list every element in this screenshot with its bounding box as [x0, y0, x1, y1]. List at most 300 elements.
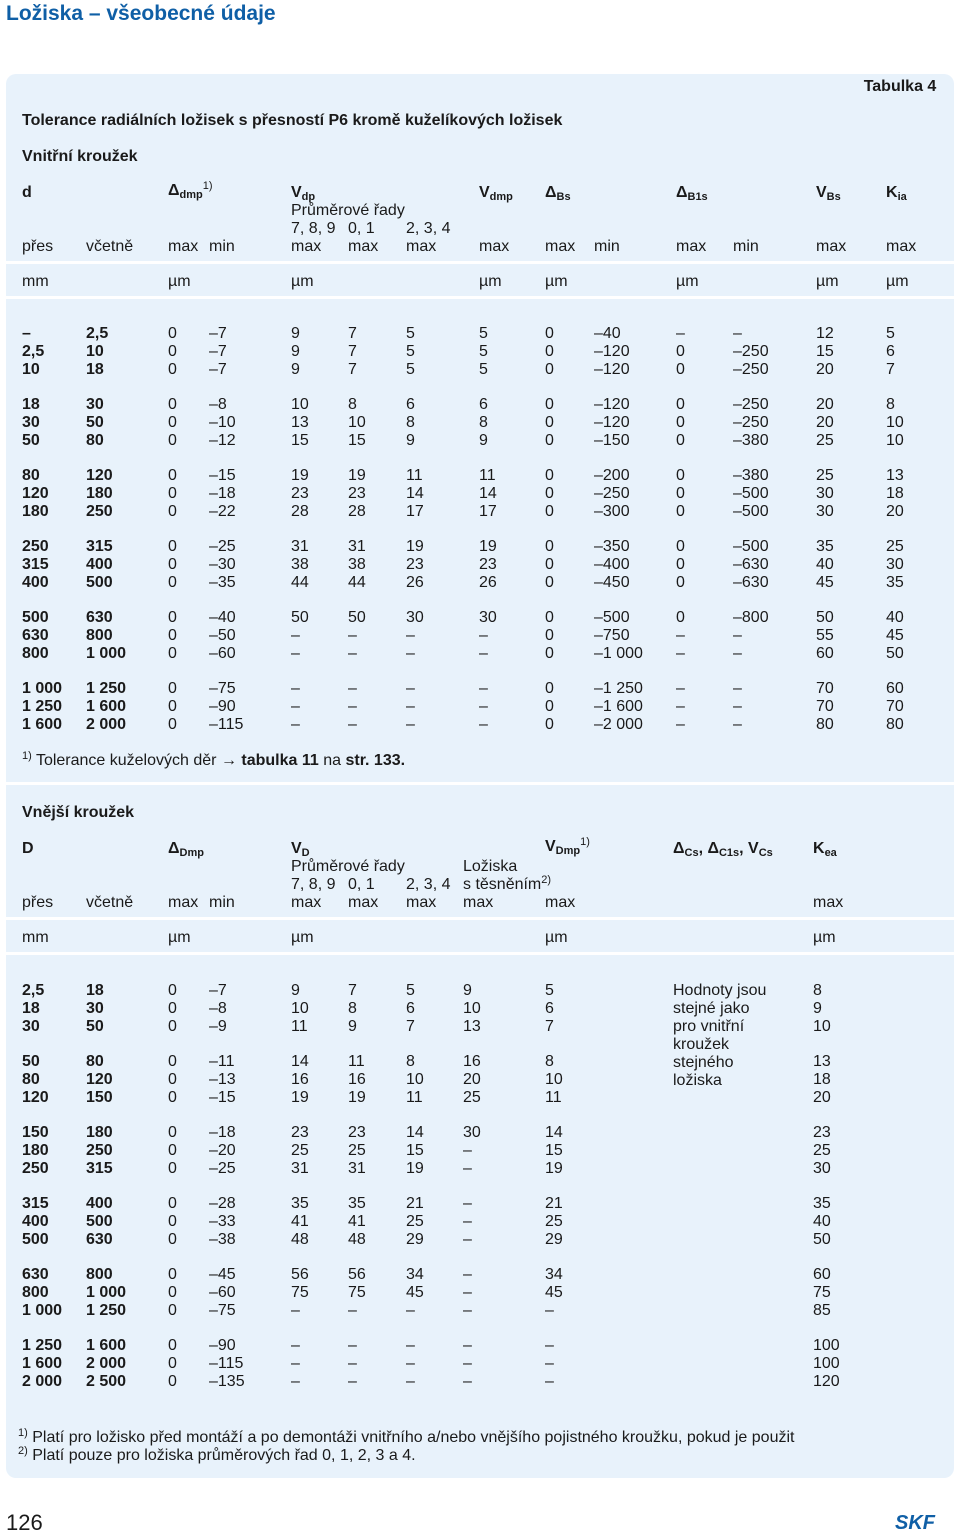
table-cell: – — [406, 645, 415, 662]
table-cell: 85 — [813, 1302, 831, 1319]
table-cell: 0 — [545, 680, 554, 697]
table-cell: 0 — [676, 609, 685, 626]
inner-unit-row — [6, 273, 954, 291]
table-cell: –250 — [733, 343, 769, 360]
outer-header-series-b: 0, 1 — [348, 876, 375, 893]
table-cell: 50 — [813, 1231, 831, 1248]
table-cell: 7 — [348, 343, 357, 360]
outer-header-delta-dmp — [168, 840, 204, 859]
table-cell: 0 — [676, 467, 685, 484]
table-cell: –7 — [209, 325, 227, 342]
table-cell: – — [733, 627, 742, 644]
table-row — [6, 432, 954, 450]
table-cell: 0 — [168, 680, 177, 697]
table-row — [6, 1195, 954, 1213]
outer-same-note-line: pro vnitřní — [673, 1018, 745, 1035]
table-cell: 8 — [406, 414, 415, 431]
table-cell: 80 — [86, 432, 104, 449]
table-cell: 10 — [813, 1018, 831, 1035]
table-cell: –25 — [209, 538, 236, 555]
table-cell: 6 — [406, 396, 415, 413]
table-cell: – — [348, 716, 357, 733]
inner-header-vdp-symbol: V — [291, 184, 302, 201]
table-cell: – — [348, 627, 357, 644]
table-cell: –2 000 — [594, 716, 643, 733]
table-cell: 315 — [22, 556, 49, 573]
table-row — [6, 1231, 954, 1249]
table-cell: 21 — [406, 1195, 424, 1212]
outer-header-kea — [813, 840, 837, 859]
table-row — [6, 414, 954, 432]
table-cell: –350 — [594, 538, 630, 555]
table-cell: 10 — [348, 414, 366, 431]
table-cell: 9 — [291, 361, 300, 378]
inner-subheader-cell: max — [479, 238, 510, 255]
table-cell: – — [676, 716, 685, 733]
table-cell: 0 — [545, 432, 554, 449]
table-cell: 40 — [816, 556, 834, 573]
table-cell: 9 — [463, 982, 472, 999]
table-cell: –380 — [733, 432, 769, 449]
table-cell: 1 600 — [86, 698, 127, 715]
arrow-right-icon: → — [220, 752, 237, 769]
outer-subheader-cell: min — [209, 894, 235, 911]
table-cell: – — [545, 1355, 554, 1372]
outer-same-note — [673, 982, 766, 1090]
table-cell: 23 — [291, 485, 309, 502]
table-row — [6, 1284, 954, 1302]
table-cell: – — [479, 627, 488, 644]
table-cell: 20 — [813, 1089, 831, 1106]
inner-header-vdmp — [479, 184, 513, 203]
table-cell: 8 — [348, 1000, 357, 1017]
divider — [6, 952, 954, 955]
table-cell: –90 — [209, 698, 236, 715]
table-cell: 500 — [22, 609, 49, 626]
table-cell: 23 — [813, 1124, 831, 1141]
table-cell: 6 — [406, 1000, 415, 1017]
table-cell: 0 — [168, 396, 177, 413]
table-cell: 35 — [813, 1195, 831, 1212]
table-cell: –7 — [209, 343, 227, 360]
table-cell: 11 — [348, 1053, 365, 1070]
outer-subheader-row — [6, 894, 954, 912]
outer-unit-cell: µm — [545, 929, 568, 946]
table-cell: –9 — [209, 1018, 227, 1035]
table-row — [6, 1213, 954, 1231]
table-cell: 31 — [348, 538, 366, 555]
table-cell: 0 — [545, 414, 554, 431]
outer-same-note-line: Hodnoty jsou — [673, 982, 767, 999]
inner-header-series-b: 0, 1 — [348, 220, 375, 237]
table-cell: –40 — [209, 609, 236, 626]
table-cell: –250 — [594, 485, 630, 502]
outer-subheader-cell: max — [406, 894, 437, 911]
table-cell: 56 — [348, 1266, 366, 1283]
table-cell: –115 — [209, 1355, 244, 1372]
table-cell: 0 — [545, 698, 554, 715]
table-cell: 500 — [22, 1231, 49, 1248]
table-cell: –630 — [733, 556, 769, 573]
table-cell: 20 — [816, 396, 834, 413]
table-cell: 80 — [22, 467, 40, 484]
outer-footnote-1 — [18, 1427, 794, 1447]
table-cell: –250 — [733, 361, 769, 378]
table-cell: 11 — [406, 1089, 423, 1106]
table-cell: 50 — [86, 414, 104, 431]
table-cell: –750 — [594, 627, 630, 644]
table-cell: 630 — [86, 609, 113, 626]
table-cell: –33 — [209, 1213, 236, 1230]
table-cell: 70 — [816, 698, 834, 715]
table-cell: – — [733, 325, 742, 342]
table-cell: 0 — [676, 556, 685, 573]
table-cell: 26 — [406, 574, 424, 591]
table-cell: 0 — [168, 1018, 177, 1035]
table-cell: 60 — [813, 1266, 831, 1283]
inner-footnote-page[interactable]: str. 133. — [345, 752, 406, 769]
table-cell: 20 — [816, 361, 834, 378]
outer-header-d: D — [22, 840, 34, 857]
table-cell: 8 — [813, 982, 822, 999]
outer-header-cs — [673, 840, 773, 859]
table-cell: 6 — [479, 396, 488, 413]
table-cell: 6 — [545, 1000, 554, 1017]
inner-subheader-row — [6, 238, 954, 256]
table-cell: 1 250 — [22, 1337, 63, 1354]
table-cell: 0 — [168, 1142, 177, 1159]
table-cell: – — [406, 627, 415, 644]
table-cell: 28 — [348, 503, 366, 520]
outer-unit-cell: µm — [291, 929, 314, 946]
table-cell: 500 — [86, 574, 113, 591]
inner-footnote-ref[interactable]: tabulka 11 — [241, 752, 319, 769]
table-cell: 0 — [676, 574, 685, 591]
table-row — [6, 1373, 954, 1391]
outer-header-cs-sep1: , Δ — [698, 840, 719, 857]
table-cell: 30 — [406, 609, 424, 626]
table-row — [6, 609, 954, 627]
table-cell: 800 — [86, 627, 113, 644]
page-number: 126 — [6, 1510, 43, 1535]
divider — [6, 296, 954, 299]
table-cell: – — [291, 627, 300, 644]
table-cell: 9 — [479, 432, 488, 449]
table-cell: – — [291, 698, 300, 715]
table-row — [6, 1089, 954, 1107]
table-cell: –1 250 — [594, 680, 643, 697]
inner-header-delta-b1s-symbol: Δ — [676, 184, 688, 201]
table-cell: 31 — [291, 538, 309, 555]
table-cell: 0 — [168, 485, 177, 502]
table-cell: 0 — [545, 556, 554, 573]
table-cell: 26 — [479, 574, 497, 591]
table-cell: –450 — [594, 574, 630, 591]
table-cell: –250 — [733, 414, 769, 431]
table-cell: –18 — [209, 485, 236, 502]
table-cell: – — [22, 325, 31, 342]
outer-section-title: Vnější kroužek — [22, 804, 135, 821]
table-cell: –20 — [209, 1142, 236, 1159]
table-cell: 1 250 — [86, 1302, 127, 1319]
outer-same-note-line: stejné jako — [673, 1000, 750, 1017]
table-cell: 500 — [86, 1213, 113, 1230]
table-cell: 2 500 — [86, 1373, 127, 1390]
table-cell: 5 — [406, 982, 415, 999]
table-cell: 400 — [22, 574, 49, 591]
table-row — [6, 1053, 954, 1071]
table-cell: –120 — [594, 361, 630, 378]
inner-header-vdmp-symbol: V — [479, 184, 490, 201]
table-cell: 60 — [886, 680, 904, 697]
table-cell: 11 — [406, 467, 423, 484]
table-cell: –800 — [733, 609, 769, 626]
table-cell: 0 — [168, 503, 177, 520]
table-cell: 13 — [463, 1018, 481, 1035]
table-cell: 19 — [406, 1160, 424, 1177]
table-cell: 7 — [348, 361, 357, 378]
table-cell: 0 — [168, 467, 177, 484]
table-cell: 0 — [168, 414, 177, 431]
table-cell: 20 — [886, 503, 904, 520]
table-cell: 15 — [545, 1142, 563, 1159]
table-row — [6, 1000, 954, 1018]
table-cell: 31 — [291, 1160, 309, 1177]
table-cell: –13 — [209, 1071, 236, 1088]
table-cell: 0 — [545, 609, 554, 626]
table-cell: 630 — [86, 1231, 113, 1248]
table-cell: 13 — [886, 467, 904, 484]
inner-unit-cell: µm — [168, 273, 191, 290]
table-cell: 20 — [463, 1071, 481, 1088]
table-cell: 0 — [168, 538, 177, 555]
outer-header-cs-sub3: Cs — [758, 847, 773, 859]
table-cell: –500 — [733, 503, 769, 520]
table-cell: 7 — [886, 361, 895, 378]
table-cell: 19 — [406, 538, 424, 555]
table-cell: 0 — [545, 627, 554, 644]
table-cell: 11 — [545, 1089, 562, 1106]
table-cell: –1 600 — [594, 698, 643, 715]
table-cell: – — [733, 716, 742, 733]
outer-header-kea-sub: ea — [824, 847, 837, 859]
table-cell: 0 — [676, 485, 685, 502]
table-cell: 14 — [406, 1124, 424, 1141]
table-cell: 80 — [86, 1053, 104, 1070]
table-cell: 0 — [168, 716, 177, 733]
table-cell: –75 — [209, 680, 236, 697]
table-cell: 23 — [348, 485, 366, 502]
table-row — [6, 716, 954, 734]
table-cell: 25 — [463, 1089, 481, 1106]
inner-header-delta-b1s-sub: B1s — [687, 191, 708, 203]
table-cell: –120 — [594, 396, 630, 413]
table-cell: 18 — [22, 1000, 40, 1017]
outer-footnote-2-text: Platí pouze pro ložiska průměrových řad 0, 1, 2, 3 a 4. — [32, 1447, 416, 1464]
table-cell: 2,5 — [22, 343, 45, 360]
table-cell: 30 — [22, 1018, 40, 1035]
table-cell: 0 — [545, 538, 554, 555]
table-cell: – — [406, 1337, 415, 1354]
table-cell: –200 — [594, 467, 630, 484]
table-panel — [6, 74, 954, 1478]
table-cell: – — [348, 680, 357, 697]
table-cell: 31 — [348, 1160, 366, 1177]
table-cell: 19 — [545, 1160, 563, 1177]
table-cell: 35 — [348, 1195, 366, 1212]
table-cell: – — [545, 1302, 554, 1319]
table-row — [6, 680, 954, 698]
table-cell: 0 — [545, 574, 554, 591]
table-cell: –30 — [209, 556, 236, 573]
table-cell: 180 — [22, 503, 49, 520]
table-cell: 15 — [816, 343, 834, 360]
table-cell: – — [733, 698, 742, 715]
outer-header-vdmp-symbol: V — [545, 838, 556, 855]
table-cell: 250 — [86, 503, 113, 520]
inner-header-series-c: 2, 3, 4 — [406, 220, 451, 237]
table-cell: 400 — [86, 556, 113, 573]
outer-header-seal-1: Ložiska — [463, 858, 518, 875]
inner-header-delta-bs-sub: Bs — [556, 191, 571, 203]
outer-footnote-2 — [18, 1445, 416, 1465]
table-cell: 315 — [86, 538, 113, 555]
table-cell: – — [406, 680, 415, 697]
table-cell: 30 — [816, 485, 834, 502]
inner-subheader-cell: min — [733, 238, 759, 255]
table-cell: 400 — [86, 1195, 113, 1212]
table-cell: – — [348, 1355, 357, 1372]
table-cell: 8 — [406, 1053, 415, 1070]
table-cell: 0 — [168, 1000, 177, 1017]
outer-header-vdmp-sub: Dmp — [555, 845, 581, 857]
table-cell: – — [348, 1302, 357, 1319]
table-cell: 10 — [22, 361, 40, 378]
table-cell: 10 — [545, 1071, 563, 1088]
inner-header-delta-bs-symbol: Δ — [545, 184, 557, 201]
table-cell: 30 — [22, 414, 40, 431]
table-cell: 2,5 — [22, 982, 45, 999]
table-cell: 0 — [168, 1355, 177, 1372]
table-cell: 15 — [291, 432, 309, 449]
table-cell: 0 — [168, 1373, 177, 1390]
table-cell: 1 250 — [86, 680, 127, 697]
table-cell: 15 — [406, 1142, 424, 1159]
table-cell: – — [291, 1373, 300, 1390]
table-cell: 29 — [406, 1231, 424, 1248]
outer-header-series: Průměrové řady — [291, 858, 405, 875]
table-cell: 1 000 — [86, 1284, 127, 1301]
table-cell: – — [348, 645, 357, 662]
table-cell: – — [463, 1284, 472, 1301]
table-cell: 0 — [168, 982, 177, 999]
table-row — [6, 982, 954, 1000]
inner-unit-cell: µm — [545, 273, 568, 290]
outer-header-cs-sub2: C1s — [718, 847, 740, 859]
table-cell: –11 — [209, 1053, 235, 1070]
table-row — [6, 698, 954, 716]
table-cell: –50 — [209, 627, 236, 644]
table-row — [6, 1142, 954, 1160]
outer-header-seal-2 — [463, 874, 551, 894]
inner-unit-cell: µm — [676, 273, 699, 290]
table-cell: 5 — [545, 982, 554, 999]
table-cell: – — [406, 1302, 415, 1319]
table-cell: –500 — [733, 485, 769, 502]
table-cell: – — [291, 645, 300, 662]
table-cell: –120 — [594, 343, 630, 360]
table-cell: – — [348, 698, 357, 715]
outer-header-vdmp — [545, 836, 590, 857]
table-cell: 5 — [479, 325, 488, 342]
table-cell: – — [406, 1373, 415, 1390]
table-cell: 315 — [86, 1160, 113, 1177]
table-cell: 0 — [168, 1124, 177, 1141]
table-cell: 0 — [168, 432, 177, 449]
outer-header-seal-2-sup: 2) — [541, 874, 552, 886]
skf-logo — [876, 1512, 954, 1532]
table-cell: 11 — [291, 1018, 308, 1035]
table-cell: 2,5 — [86, 325, 109, 342]
table-row — [6, 1266, 954, 1284]
table-cell: – — [463, 1213, 472, 1230]
inner-subheader-cell: max — [291, 238, 322, 255]
table-cell: 2 000 — [86, 716, 127, 733]
table-cell: 23 — [291, 1124, 309, 1141]
table-row — [6, 1337, 954, 1355]
table-cell: 1 600 — [86, 1337, 127, 1354]
table-cell: 180 — [86, 485, 113, 502]
inner-header-vbs-symbol: V — [816, 184, 827, 201]
table-cell: –500 — [733, 538, 769, 555]
outer-footnote-1-text: Platí pro ložisko před montáží a po demontáži vnitřního a/nebo vnějšího pojistného kroužku, pokud je použit — [32, 1429, 795, 1446]
table-cell: 19 — [291, 467, 309, 484]
table-cell: –1 000 — [594, 645, 643, 662]
table-cell: 20 — [816, 414, 834, 431]
table-cell: 120 — [86, 1071, 113, 1088]
outer-header-vd — [291, 840, 310, 859]
table-cell: 45 — [886, 627, 904, 644]
table-cell: –135 — [209, 1373, 245, 1390]
outer-header-cs-symbol: Δ — [673, 840, 685, 857]
table-row — [6, 325, 954, 343]
table-cell: 9 — [291, 982, 300, 999]
table-cell: –28 — [209, 1195, 236, 1212]
table-title: Tolerance radiálních ložisek s přesností P6 kromě kuželíkových ložisek — [22, 112, 563, 129]
table-cell: 800 — [22, 645, 49, 662]
table-cell: – — [291, 1355, 300, 1372]
table-cell: 10 — [291, 1000, 309, 1017]
table-cell: –18 — [209, 1124, 236, 1141]
outer-header-vd-sub: D — [301, 847, 310, 859]
table-cell: –400 — [594, 556, 630, 573]
table-cell: 48 — [348, 1231, 366, 1248]
table-cell: –25 — [209, 1160, 236, 1177]
table-cell: 0 — [168, 1053, 177, 1070]
outer-header-cs-sub1: Cs — [684, 847, 699, 859]
table-cell: 50 — [22, 1053, 40, 1070]
table-cell: – — [676, 325, 685, 342]
inner-header-delta-bs — [545, 184, 571, 203]
table-cell: 8 — [886, 396, 895, 413]
inner-header-kia — [886, 184, 907, 203]
table-cell: – — [479, 716, 488, 733]
table-cell: 0 — [168, 627, 177, 644]
table-row — [6, 645, 954, 663]
table-cell: –15 — [209, 1089, 236, 1106]
table-cell: 1 600 — [22, 1355, 63, 1372]
outer-footnote-2-mark: 2) — [18, 1445, 28, 1457]
